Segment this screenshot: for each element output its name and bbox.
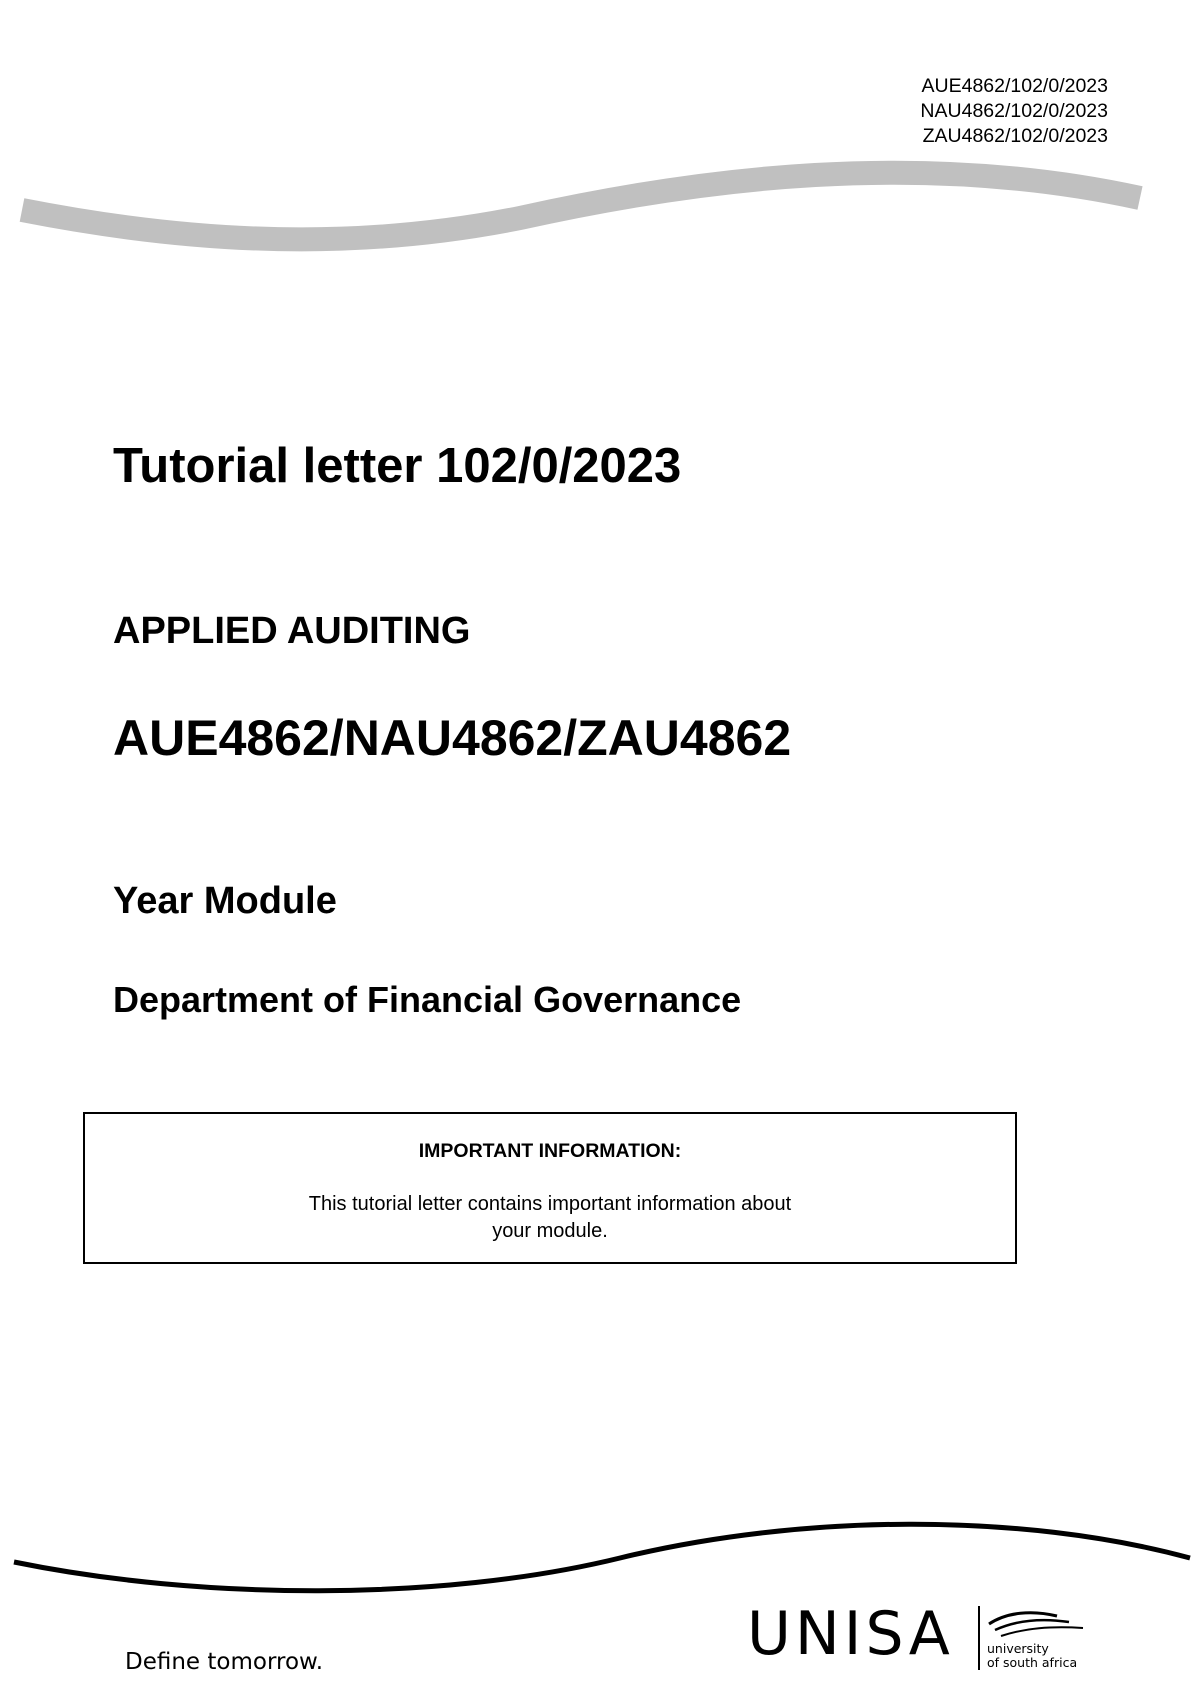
bird-icon [987,1608,1087,1642]
department-name: Department of Financial Governance [113,979,742,1020]
module-codes: AUE4862/NAU4862/ZAU4862 [113,710,792,766]
important-information-box [83,1112,1017,1264]
subject-title: APPLIED AUDITING [113,610,471,652]
info-heading: IMPORTANT INFORMATION: [418,1140,682,1162]
logo-divider [978,1606,980,1670]
module-type: Year Module [113,880,337,922]
info-text: This tutorial letter contains important information about your module. [308,1193,792,1242]
document-codes [708,74,1108,149]
document-code: NAU4862/102/0/2023 [920,100,1108,122]
page-title: Tutorial letter 102/0/2023 [113,439,682,493]
document-code: AUE4862/102/0/2023 [921,75,1108,97]
top-wave-decoration [0,150,1200,270]
unisa-logo [747,1599,1087,1676]
logo-wordmark: UNISA [747,1599,954,1669]
slogan: Define tomorrow. [125,1649,324,1675]
document-code: ZAU4862/102/0/2023 [922,125,1108,147]
bottom-wave-decoration [0,1500,1200,1610]
logo-subtitle: university of south africa [987,1641,1078,1670]
